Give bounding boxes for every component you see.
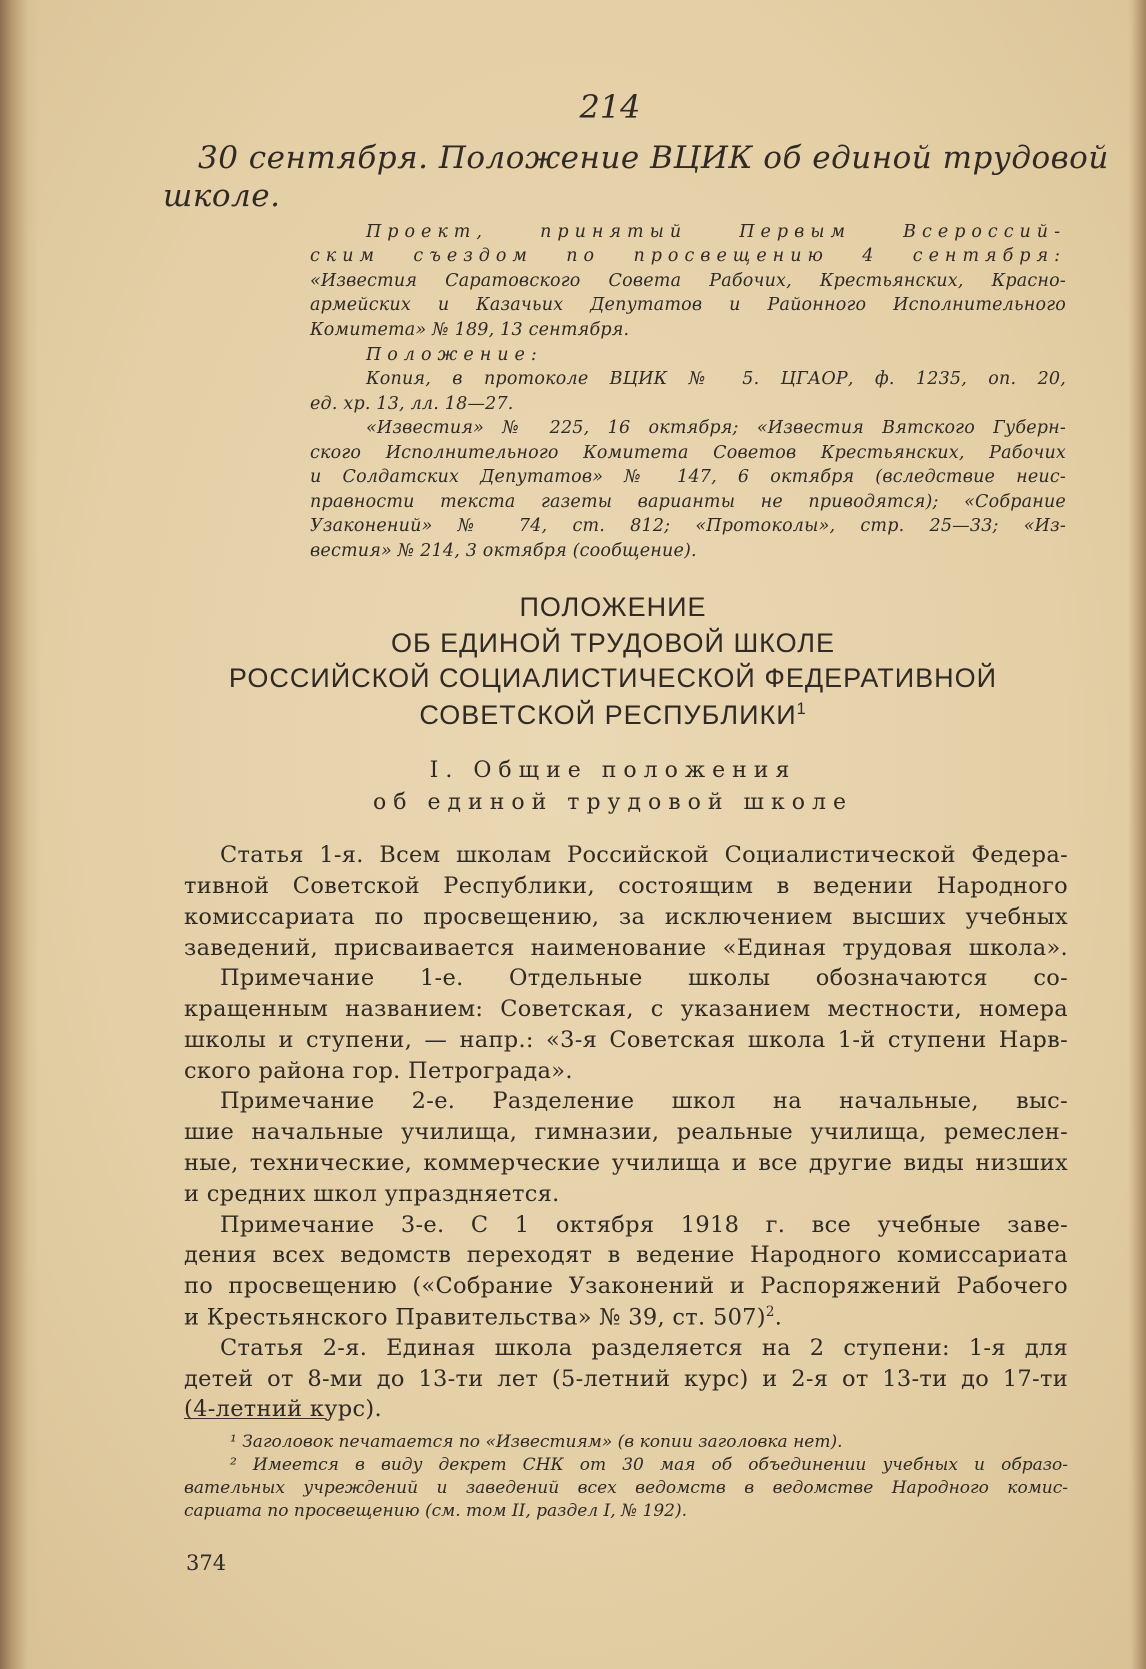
body-line: Статья 2-я. Единая школа разделяется на 2 ступени: 1-я для xyxy=(220,1335,1068,1361)
footnote-rule xyxy=(184,1418,326,1419)
section-title-line: I. Общие положения xyxy=(429,758,797,783)
book-spine-shadow xyxy=(0,0,40,1669)
main-title-line: СОВЕТСКОЙ РЕСПУБЛИКИ$^1$ xyxy=(419,700,807,730)
footnote-line: сариата по просвещению (см. том II, раздел I, № 192). xyxy=(184,1501,688,1521)
footnote-line: ¹ Заголовок печатается по «Известиям» (в копии заголовка нет). xyxy=(230,1432,843,1452)
body-line: дения всех ведомств переходят в ведение Народного комиссариата xyxy=(184,1242,1068,1268)
body-line: Примечание 2-е. Разделение школ на начальные, выс- xyxy=(220,1088,1068,1114)
body-line: детей от 8-ми до 13-ти лет (5-летний курс) и 2-я от 13-ти до 17-ти xyxy=(184,1366,1068,1392)
main-title-line: ОБ ЕДИНОЙ ТРУДОВОЙ ШКОЛЕ xyxy=(390,628,836,658)
page-edge-shadow xyxy=(1128,0,1146,1669)
source-line: Копия, в протоколе ВЦИК № 5. ЦГАОР, ф. 1235, оп. 20, xyxy=(366,369,1066,389)
source-line: Положение: xyxy=(366,345,543,365)
body-line: по просвещению («Собрание Узаконений и Распоряжений Рабочего xyxy=(184,1273,1068,1299)
running-head-number: 214 xyxy=(579,88,641,126)
source-line: правности текста газеты варианты не приводятся); «Собрание xyxy=(310,492,1066,512)
body-line: школы и ступени, — напр.: «3-я Советская школа 1-й ступени Нарв- xyxy=(184,1027,1068,1053)
main-title-line: РОССИЙСКОЙ СОЦИАЛИСТИЧЕСКОЙ ФЕДЕРАТИВНОЙ xyxy=(228,663,998,693)
source-line: Комитета» № 189, 13 сентября. xyxy=(310,320,630,340)
footnote-marker: 1 xyxy=(796,700,807,718)
source-line: Узаконений» № 74, ст. 812; «Протоколы», стр. 25—33; «Из- xyxy=(310,516,1066,536)
body-line: заведений, присваивается наименование «Единая трудовая школа». xyxy=(184,935,1068,961)
source-line: ского Исполнительного Комитета Советов Крестьянских, Рабочих xyxy=(310,443,1066,463)
body-line: Примечание 3-е. С 1 октября 1918 г. все учебные заве- xyxy=(220,1212,1068,1238)
body-line: Примечание 1-е. Отдельные школы обозначаются со- xyxy=(220,965,1068,991)
body-line: Статья 1-я. Всем школам Российской Социалистической Федера- xyxy=(220,842,1068,868)
footnote-line: ² Имеется в виду декрет СНК от 30 мая об объединении учебных и образо- xyxy=(230,1455,1068,1475)
source-line: армейских и Казачьих Депутатов и Районного Исполнительного xyxy=(310,295,1066,315)
source-line: ским съездом по просвещению 4 сентября: xyxy=(310,246,1066,266)
document-title-line: 30 сентября. Положение ВЦИК об единой трудовой xyxy=(198,140,1109,176)
footnote-marker: 2 xyxy=(765,1304,775,1320)
body-line: комиссариата по просвещению, за исключением высших учебных xyxy=(184,904,1068,930)
source-line: Проект, принятый Первым Всероссий- xyxy=(366,222,1066,242)
source-line: «Известия Саратовского Совета Рабочих, Крестьянских, Красно- xyxy=(310,271,1066,291)
footnote-line: вательных учреждений и заведений всех ведомств в ведомстве Народного комис- xyxy=(184,1478,1068,1498)
body-line: ные, технические, коммерческие училища и все другие виды низших xyxy=(184,1150,1068,1176)
page-number: 374 xyxy=(186,1551,227,1575)
section-title-line: об единой трудовой школе xyxy=(373,790,853,815)
body-line: тивной Советской Республики, состоящим в ведении Народного xyxy=(184,873,1068,899)
body-line: кращенным названием: Советская, с указанием местности, номера xyxy=(184,996,1068,1022)
body-line: ского района гор. Петрограда». xyxy=(184,1058,573,1084)
body-line: (4-летний курс). xyxy=(184,1396,382,1422)
source-line: вестия» № 214, 3 октября (сообщение). xyxy=(310,541,697,561)
source-line: и Солдатских Депутатов» № 147, 6 октября (вследствие неис- xyxy=(310,467,1066,487)
body-line: шие начальные училища, гимназии, реальные училища, ремеслен- xyxy=(184,1119,1068,1145)
source-line: «Известия» № 225, 16 октября; «Известия Вятского Губерн- xyxy=(366,418,1066,438)
body-line: и средних школ упраздняется. xyxy=(184,1181,560,1207)
source-line: ед. хр. 13, лл. 18—27. xyxy=(310,394,514,414)
body-line: и Крестьянского Правительства» № 39, ст. 507)$^2$. xyxy=(184,1304,783,1331)
main-title-line: ПОЛОЖЕНИЕ xyxy=(519,592,707,622)
document-title-line: школе. xyxy=(163,178,281,214)
